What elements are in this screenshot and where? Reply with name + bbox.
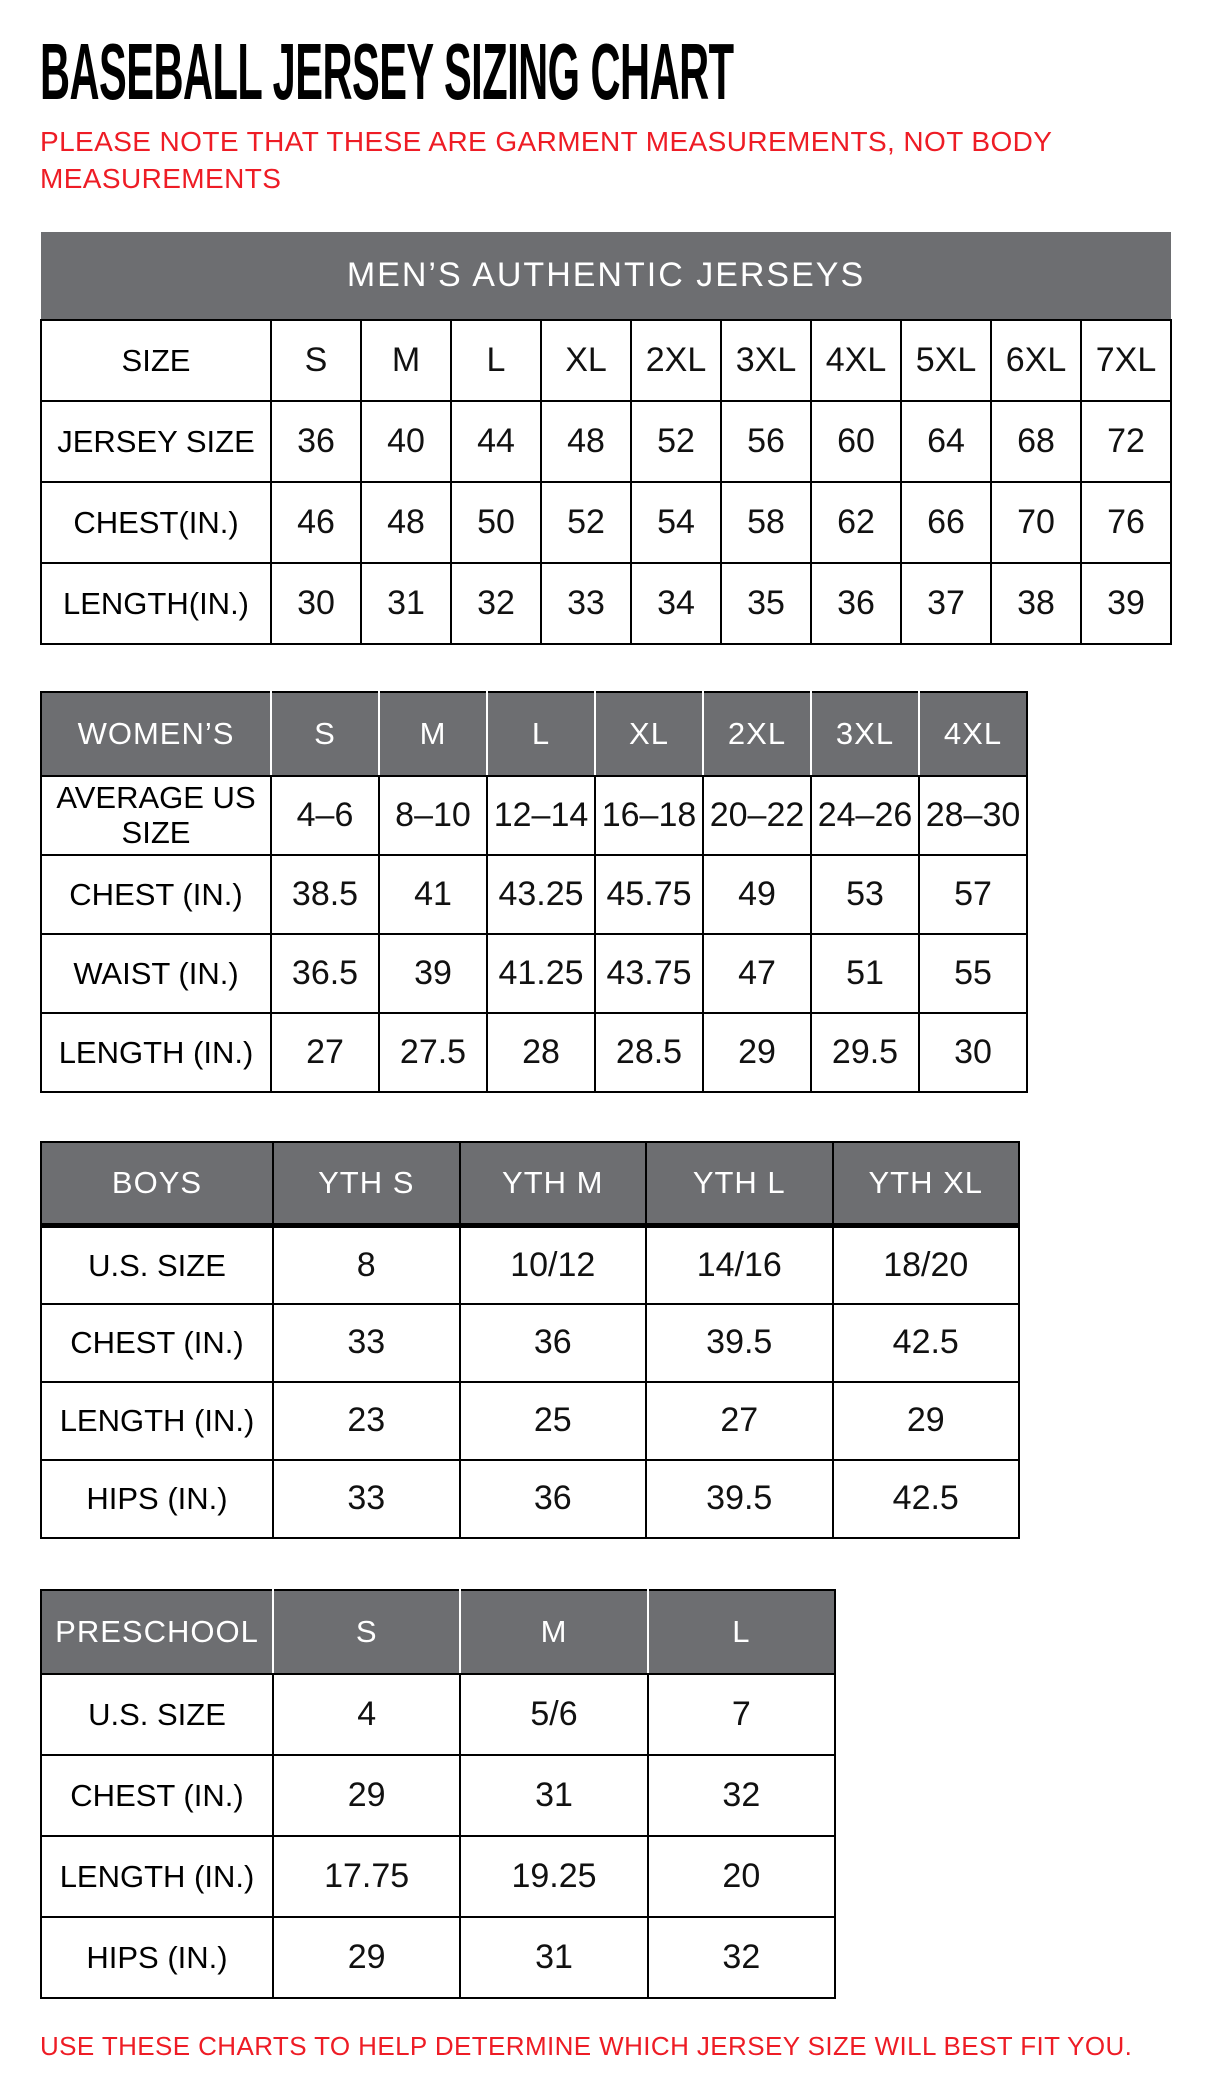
- womens-data-row: [41, 855, 1027, 934]
- preschool-row-label: CHEST (IN.): [41, 1755, 273, 1836]
- mens-value: L: [451, 320, 541, 401]
- fit-advice-footer: USE THESE CHARTS TO HELP DETERMINE WHICH JERSEY SIZE WILL BEST FIT YOU.: [40, 2030, 1133, 2061]
- mens-data-row: [41, 563, 1171, 644]
- boys-value: 36: [460, 1304, 647, 1382]
- mens-value: 5XL: [901, 320, 991, 401]
- preschool-data-row: [41, 1917, 835, 1998]
- mens-value: 46: [271, 482, 361, 563]
- womens-header-size: XL: [595, 692, 703, 776]
- womens-header-row: [41, 692, 1027, 776]
- boys-value: 33: [273, 1460, 460, 1538]
- mens-value: 52: [631, 401, 721, 482]
- womens-sizing-table: [40, 691, 1028, 1093]
- womens-value: 12–14: [487, 776, 595, 855]
- mens-data-row: [41, 320, 1171, 401]
- mens-value: 48: [541, 401, 631, 482]
- boys-data-row: [41, 1226, 1019, 1304]
- boys-row-label: U.S. SIZE: [41, 1226, 273, 1304]
- boys-data-row: [41, 1304, 1019, 1382]
- boys-sizing-table: [40, 1141, 1020, 1539]
- mens-value: 62: [811, 482, 901, 563]
- womens-header-size: L: [487, 692, 595, 776]
- boys-value: 36: [460, 1460, 647, 1538]
- mens-value: 58: [721, 482, 811, 563]
- womens-value: 28–30: [919, 776, 1027, 855]
- mens-row-label: JERSEY SIZE: [41, 401, 271, 482]
- garment-measurement-note: PLEASE NOTE THAT THESE ARE GARMENT MEASUREMENTS, NOT BODY MEASUREMENTS: [40, 126, 1052, 194]
- womens-value: 29: [703, 1013, 811, 1092]
- womens-value: 49: [703, 855, 811, 934]
- mens-value: 7XL: [1081, 320, 1171, 401]
- womens-value: 29.5: [811, 1013, 919, 1092]
- mens-value: 4XL: [811, 320, 901, 401]
- womens-value: 36.5: [271, 934, 379, 1013]
- mens-value: 6XL: [991, 320, 1081, 401]
- preschool-value: 31: [460, 1755, 647, 1836]
- womens-value: 30: [919, 1013, 1027, 1092]
- preschool-value: 31: [460, 1917, 647, 1998]
- mens-value: S: [271, 320, 361, 401]
- womens-value: 38.5: [271, 855, 379, 934]
- womens-value: 28: [487, 1013, 595, 1092]
- mens-value: 2XL: [631, 320, 721, 401]
- mens-value: 48: [361, 482, 451, 563]
- preschool-value: 29: [273, 1755, 460, 1836]
- womens-value: 20–22: [703, 776, 811, 855]
- preschool-header-size: L: [648, 1590, 835, 1674]
- boys-header-row: [41, 1142, 1019, 1226]
- mens-value: 39: [1081, 563, 1171, 644]
- preschool-value: 19.25: [460, 1836, 647, 1917]
- preschool-row-label: HIPS (IN.): [41, 1917, 273, 1998]
- boys-value: 29: [833, 1382, 1020, 1460]
- mens-value: 38: [991, 563, 1081, 644]
- mens-banner-row: [41, 232, 1171, 320]
- womens-value: 27: [271, 1013, 379, 1092]
- mens-data-row: [41, 482, 1171, 563]
- boys-header-size: YTH M: [460, 1142, 647, 1226]
- boys-value: 39.5: [646, 1304, 833, 1382]
- preschool-value: 29: [273, 1917, 460, 1998]
- boys-value: 10/12: [460, 1226, 647, 1304]
- boys-value: 23: [273, 1382, 460, 1460]
- boys-data-row: [41, 1382, 1019, 1460]
- womens-value: 45.75: [595, 855, 703, 934]
- mens-row-label: SIZE: [41, 320, 271, 401]
- preschool-value: 4: [273, 1674, 460, 1755]
- boys-value: 33: [273, 1304, 460, 1382]
- womens-row-label: CHEST (IN.): [41, 855, 271, 934]
- mens-row-label: CHEST(IN.): [41, 482, 271, 563]
- mens-value: 54: [631, 482, 721, 563]
- womens-header-size: S: [271, 692, 379, 776]
- preschool-value: 32: [648, 1755, 835, 1836]
- preschool-row-label: LENGTH (IN.): [41, 1836, 273, 1917]
- preschool-sizing-table: [40, 1589, 836, 1999]
- womens-value: 43.25: [487, 855, 595, 934]
- womens-value: 55: [919, 934, 1027, 1013]
- womens-header-size: 2XL: [703, 692, 811, 776]
- womens-value: 57: [919, 855, 1027, 934]
- boys-value: 42.5: [833, 1460, 1020, 1538]
- preschool-data-row: [41, 1674, 835, 1755]
- boys-header-label: BOYS: [41, 1142, 273, 1226]
- mens-value: 72: [1081, 401, 1171, 482]
- womens-row-label: WAIST (IN.): [41, 934, 271, 1013]
- womens-header-size: 3XL: [811, 692, 919, 776]
- boys-value: 27: [646, 1382, 833, 1460]
- mens-value: M: [361, 320, 451, 401]
- mens-value: 66: [901, 482, 991, 563]
- preschool-value: 7: [648, 1674, 835, 1755]
- mens-value: 31: [361, 563, 451, 644]
- womens-header-label: WOMEN’S: [41, 692, 271, 776]
- preschool-header-size: S: [273, 1590, 460, 1674]
- mens-value: 44: [451, 401, 541, 482]
- mens-value: 32: [451, 563, 541, 644]
- boys-data-row: [41, 1460, 1019, 1538]
- preschool-value: 17.75: [273, 1836, 460, 1917]
- preschool-data-row: [41, 1755, 835, 1836]
- preschool-value: 5/6: [460, 1674, 647, 1755]
- mens-value: 36: [811, 563, 901, 644]
- womens-value: 47: [703, 934, 811, 1013]
- boys-row-label: HIPS (IN.): [41, 1460, 273, 1538]
- mens-value: 3XL: [721, 320, 811, 401]
- womens-value: 53: [811, 855, 919, 934]
- womens-value: 28.5: [595, 1013, 703, 1092]
- preschool-header-row: [41, 1590, 835, 1674]
- preschool-header-size: M: [460, 1590, 647, 1674]
- mens-value: 36: [271, 401, 361, 482]
- mens-value: 35: [721, 563, 811, 644]
- mens-value: 34: [631, 563, 721, 644]
- womens-value: 41: [379, 855, 487, 934]
- mens-value: 60: [811, 401, 901, 482]
- preschool-value: 32: [648, 1917, 835, 1998]
- mens-value: 50: [451, 482, 541, 563]
- boys-value: 25: [460, 1382, 647, 1460]
- mens-value: 70: [991, 482, 1081, 563]
- mens-authentic-jerseys-table: [40, 232, 1172, 645]
- mens-value: 56: [721, 401, 811, 482]
- womens-data-row: [41, 934, 1027, 1013]
- mens-value: 33: [541, 563, 631, 644]
- womens-header-size: 4XL: [919, 692, 1027, 776]
- mens-value: 40: [361, 401, 451, 482]
- mens-row-label: LENGTH(IN.): [41, 563, 271, 644]
- womens-row-label: AVERAGE US SIZE: [41, 776, 271, 855]
- boys-row-label: LENGTH (IN.): [41, 1382, 273, 1460]
- mens-data-row: [41, 401, 1171, 482]
- mens-value: 52: [541, 482, 631, 563]
- womens-value: 4–6: [271, 776, 379, 855]
- boys-header-size: YTH XL: [833, 1142, 1020, 1226]
- boys-value: 8: [273, 1226, 460, 1304]
- mens-value: 68: [991, 401, 1081, 482]
- mens-value: XL: [541, 320, 631, 401]
- mens-value: 64: [901, 401, 991, 482]
- womens-row-label: LENGTH (IN.): [41, 1013, 271, 1092]
- womens-value: 41.25: [487, 934, 595, 1013]
- preschool-data-row: [41, 1836, 835, 1917]
- mens-value: 76: [1081, 482, 1171, 563]
- boys-value: 14/16: [646, 1226, 833, 1304]
- boys-value: 42.5: [833, 1304, 1020, 1382]
- womens-data-row: [41, 1013, 1027, 1092]
- womens-value: 24–26: [811, 776, 919, 855]
- womens-value: 51: [811, 934, 919, 1013]
- womens-value: 27.5: [379, 1013, 487, 1092]
- womens-header-size: M: [379, 692, 487, 776]
- mens-banner: MEN’S AUTHENTIC JERSEYS: [41, 232, 1171, 320]
- preschool-header-label: PRESCHOOL: [41, 1590, 273, 1674]
- boys-header-size: YTH S: [273, 1142, 460, 1226]
- womens-value: 43.75: [595, 934, 703, 1013]
- boys-value: 39.5: [646, 1460, 833, 1538]
- preschool-value: 20: [648, 1836, 835, 1917]
- womens-value: 16–18: [595, 776, 703, 855]
- boys-row-label: CHEST (IN.): [41, 1304, 273, 1382]
- mens-value: 30: [271, 563, 361, 644]
- womens-value: 8–10: [379, 776, 487, 855]
- womens-data-row: [41, 776, 1027, 855]
- boys-value: 18/20: [833, 1226, 1020, 1304]
- boys-header-size: YTH L: [646, 1142, 833, 1226]
- preschool-row-label: U.S. SIZE: [41, 1674, 273, 1755]
- page-title: BASEBALL JERSEY SIZING CHART: [40, 27, 734, 116]
- womens-value: 39: [379, 934, 487, 1013]
- mens-value: 37: [901, 563, 991, 644]
